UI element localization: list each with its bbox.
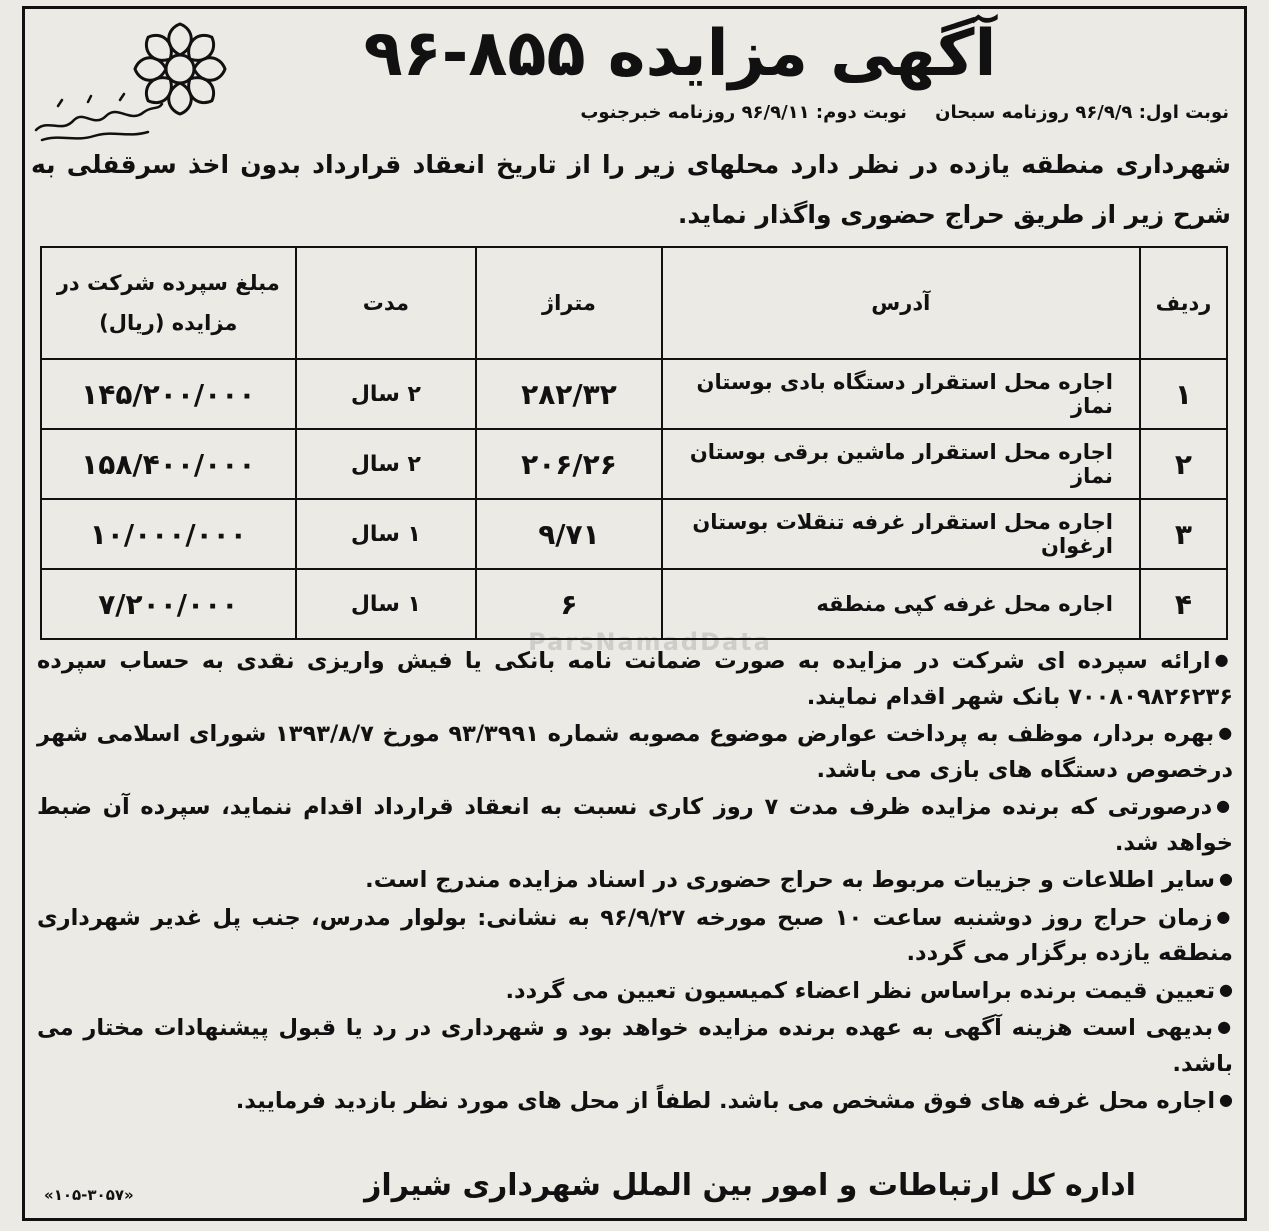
row-duration: ۲ سال [296, 429, 477, 499]
row-area: ۹/۷۱ [476, 499, 661, 569]
row-area: ۶ [476, 569, 661, 639]
notice-title: آگهی مزایده ۸۵۵-۹۶ [363, 17, 997, 91]
note-text: درصورتی که برنده مزایده ظرف مدت ۷ روز کاری نسبت به انعقاد قرارداد اقدام ننماید، سپرده آن ضبط خواهد شد. [37, 794, 1233, 856]
watermark-text: ParsNamadData [528, 628, 772, 656]
bullet-icon: ● [1218, 723, 1233, 742]
note-text: زمان حراج روز دوشنبه ساعت ۱۰ صبح مورخه ۹۶/۹/۲۷ به نشانی: بولوار مدرس، جنب پل غدیر شهرداری منطقه یازده برگزار می گردد. [37, 904, 1233, 966]
row-number: ۴ [1140, 569, 1227, 639]
note-text: ارائه سپرده ای شرکت در مزایده به صورت ضمانت نامه بانکی یا فیش واریزی نقدی به حساب سپرده ۷۰۰۸۰۹۸۲۶۲۳۶ بانک شهر اقدام نمایند. [37, 648, 1233, 710]
note-text: بدیهی است هزینه آگهی به عهده برنده مزایده خواهد بود و شهرداری در رد یا قبول پیشنهادات مختار می باشد. [37, 1015, 1233, 1077]
list-item [37, 715, 1233, 788]
first-publication: نوبت اول: ۹۶/۹/۹ روزنامه سبحان [935, 102, 1229, 123]
list-item [37, 788, 1233, 861]
table-row [41, 359, 1227, 429]
row-number: ۳ [1140, 499, 1227, 569]
list-item [37, 1009, 1233, 1082]
bullet-icon: ● [1217, 1017, 1234, 1036]
row-duration: ۲ سال [296, 359, 477, 429]
logo-script-mark [28, 90, 168, 146]
row-duration: ۱ سال [296, 499, 477, 569]
table-header-row [41, 247, 1227, 359]
row-number: ۱ [1140, 359, 1227, 429]
row-deposit: ۷/۲۰۰/۰۰۰ [41, 569, 296, 639]
bullet-icon: ● [1219, 979, 1233, 999]
row-deposit: ۱۵۸/۴۰۰/۰۰۰ [41, 429, 296, 499]
row-address: اجاره محل استقرار غرفه تنقلات بوستان ارغوان [662, 499, 1140, 569]
table-row [41, 429, 1227, 499]
row-duration: ۱ سال [296, 569, 477, 639]
row-area: ۲۸۲/۳۲ [476, 359, 661, 429]
table-row [41, 499, 1227, 569]
row-address: اجاره محل استقرار دستگاه بادی بوستان نماز [662, 359, 1140, 429]
note-text: تعیین قیمت برنده براساس نظر اعضاء کمیسیون تعیین می گردد. [505, 977, 1216, 1004]
row-address: اجاره محل غرفه کپی منطقه [662, 569, 1140, 639]
row-address: اجاره محل استقرار ماشین برقی بوستان نماز [662, 429, 1140, 499]
conditions-list [37, 642, 1233, 1120]
issuer-signature: اداره کل ارتباطات و امور بین الملل شهرداری شیراز [364, 1168, 1136, 1203]
header-address: آدرس [662, 247, 1140, 359]
note-text: بهره بردار، موظف به پرداخت عوارض موضوع مصوبه شماره ۹۳/۳۹۹۱ مورخ ۱۳۹۳/۸/۷ شورای اسلامی شهر درخصوص دستگاه های بازی می باشد. [37, 721, 1233, 783]
bullet-icon: ● [1219, 1090, 1233, 1109]
row-number: ۲ [1140, 429, 1227, 499]
bullet-icon: ● [1219, 869, 1233, 888]
list-item [37, 1082, 1233, 1120]
bullet-icon: ● [1216, 796, 1233, 815]
table-row [41, 569, 1227, 639]
bullet-icon: ● [1214, 650, 1233, 669]
notice-code: «۱۰۵-۳۰۵۷» [44, 1186, 134, 1204]
auction-items-table [40, 246, 1228, 640]
note-text: اجاره محل غرفه های فوق مشخص می باشد. لطفاً از محل های مورد نظر بازدید فرمایید. [235, 1088, 1216, 1114]
header-area: متراژ [476, 247, 661, 359]
row-deposit: ۱۴۵/۲۰۰/۰۰۰ [41, 359, 296, 429]
row-deposit: ۱۰/۰۰۰/۰۰۰ [41, 499, 296, 569]
second-publication: نوبت دوم: ۹۶/۹/۱۱ روزنامه خبرجنوب [580, 102, 907, 123]
intro-paragraph: شهرداری منطقه یازده در نظر دارد محلهای زیر را از تاریخ انعقاد قرارداد بدون اخذ سرقفلی به شرح زیر از طریق حراج حضوری واگذار نماید. [31, 150, 1231, 229]
list-item [37, 899, 1233, 972]
list-item [37, 972, 1233, 1010]
header-row-number: ردیف [1140, 247, 1227, 359]
list-item [37, 642, 1233, 715]
row-area: ۲۰۶/۲۶ [476, 429, 661, 499]
note-text: سایر اطلاعات و جزییات مربوط به حراج حضوری در اسناد مزایده مندرج است. [365, 867, 1216, 893]
header-deposit: مبلغ سپرده شرکت در مزایده (ریال) [41, 247, 296, 359]
bullet-icon: ● [1216, 906, 1233, 926]
list-item [37, 861, 1233, 899]
publication-dates [558, 102, 1229, 123]
header-duration: مدت [296, 247, 477, 359]
